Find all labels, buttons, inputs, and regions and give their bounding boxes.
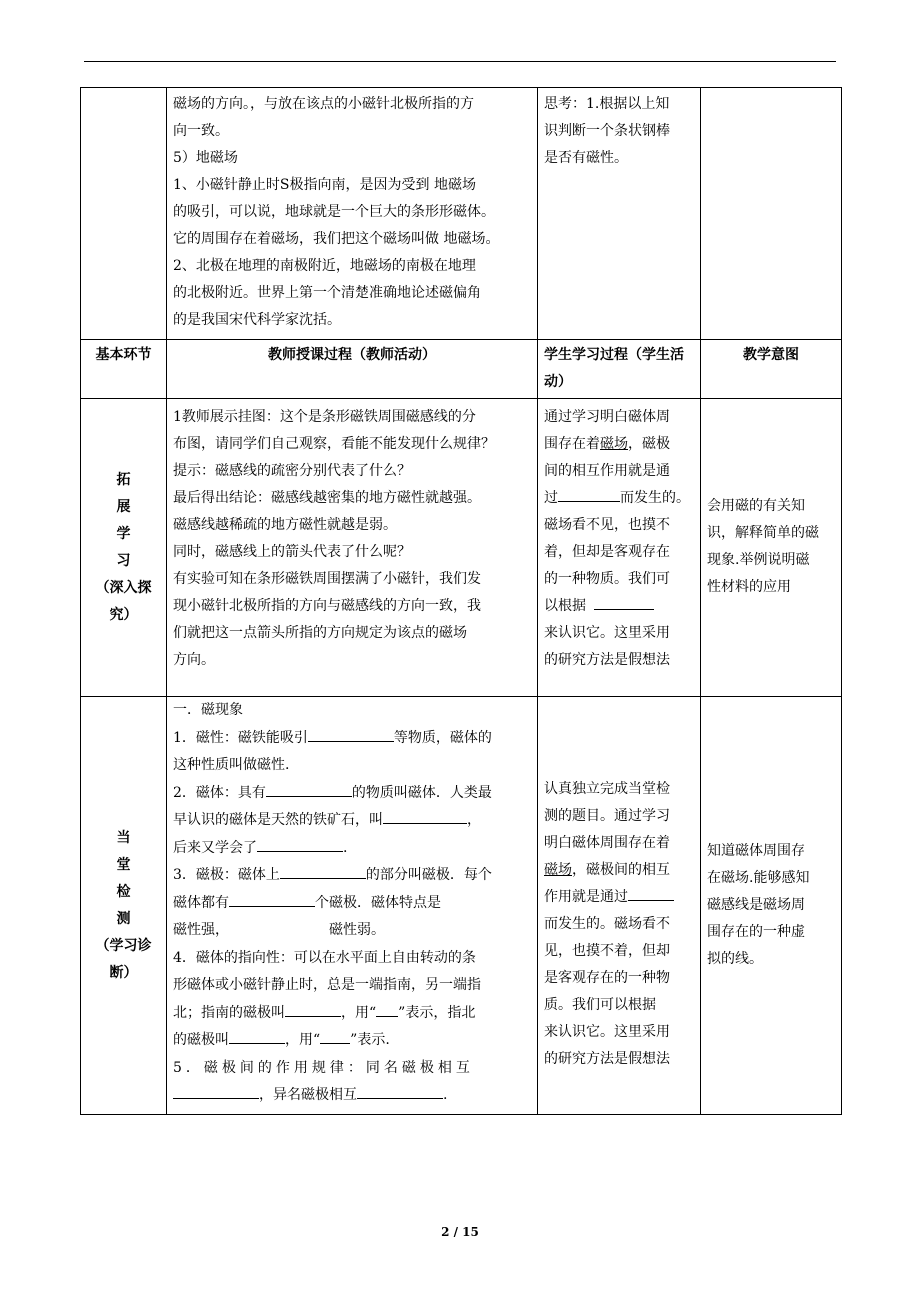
text-line: 的磁极叫 ，用“ ”表示. [173, 1027, 531, 1055]
text-line: 围存在的一种虚 [707, 924, 805, 940]
text-line: 磁体都有 个磁极．磁体特点是 [173, 890, 531, 918]
text-line: 拟的线。 [707, 951, 763, 967]
text-line: 思考：1.根据以上知 [544, 96, 670, 112]
text-line: 北；指南的磁极叫 ，用“ ”表示，指北 [173, 1000, 531, 1028]
fill-blank [257, 835, 343, 852]
fill-blank [628, 884, 674, 901]
stage-check [81, 697, 167, 1115]
fill-blank [383, 807, 467, 824]
text-line: 认真独立完成当堂检 [544, 781, 670, 797]
teacher-cell-expand [167, 399, 538, 697]
text-line: 现小磁针北极所指的方向与磁感线的方向一致，我 [173, 598, 481, 614]
header-intent: 教学意图 [701, 340, 842, 399]
teacher-cell-geomagnetic [167, 88, 538, 340]
text-line: 是否有磁性。 [544, 150, 628, 166]
fill-blank [308, 725, 394, 742]
header-stage: 基本环节 [81, 340, 167, 399]
intent-cell-empty [701, 88, 842, 340]
text-line: 提示：磁感线的疏密分别代表了什么？ [173, 463, 411, 479]
text-line: 来认识它。这里采用 [544, 625, 670, 641]
text-line: 知道磁体周围存 [707, 843, 805, 859]
fill-blank [594, 593, 654, 610]
text-line: 是客观存在的一种物 [544, 970, 670, 986]
header-rule [84, 61, 836, 62]
fill-blank [285, 1000, 341, 1017]
text-line: 磁场，磁极间的相互 [544, 862, 670, 878]
student-cell-expand [538, 399, 701, 697]
text-line: 有实验可知在条形磁铁周围摆满了小磁针，我们发 [173, 571, 481, 587]
stage-char: （学习诊 [95, 937, 152, 954]
stage-char: 拓 [116, 471, 131, 488]
fill-blank [376, 1000, 398, 1017]
intent-cell-check [701, 697, 842, 1115]
stage-char: 习 [116, 552, 131, 569]
teacher-cell-check [167, 697, 538, 1115]
table-row-check [81, 697, 842, 1115]
intent-cell-expand [701, 399, 842, 697]
text-line: 而发生的。磁场看不 [544, 916, 670, 932]
text-line: 向一致。 [173, 123, 229, 139]
answer-underlined: 磁场 [600, 436, 628, 452]
text-line: 在磁场.能够感知 [707, 870, 810, 886]
text-line: 的研究方法是假想法 [544, 1051, 670, 1067]
table-header-row [81, 340, 842, 399]
fill-blank [280, 862, 366, 879]
text-line: 磁感线是磁场周 [707, 897, 805, 913]
text-line: 最后得出结论：磁感线越密集的地方磁性就越强。 [173, 490, 481, 506]
stage-char: 学 [116, 525, 131, 542]
text-line: 来认识它。这里采用 [544, 1024, 670, 1040]
stage-char: 断） [109, 964, 138, 981]
text-line: 这种性质叫做磁性. [173, 757, 290, 773]
lesson-table [80, 87, 842, 1115]
text-line: 识判断一个条状钢棒 [544, 123, 670, 139]
text-line: 一．磁现象 [173, 702, 243, 718]
text-line: 后来又学会了 . [173, 835, 531, 863]
header-teacher: 教师授课过程（教师活动） [167, 340, 538, 399]
text-line: 的一种物质。我们可 [544, 571, 670, 587]
text-line: 5）地磁场 [173, 150, 238, 166]
page-number: 2 / 15 [441, 1225, 479, 1239]
text-line: 早认识的磁体是天然的铁矿石，叫 ， [173, 807, 531, 835]
text-line: 围存在着磁场，磁极 [544, 436, 670, 452]
text-line: 同时，磁感线上的箭头代表了什么呢？ [173, 544, 411, 560]
text-line: 2．磁体：具有 的物质叫磁体．人类最 [173, 780, 531, 808]
text-line: 磁性强， 磁性弱。 [173, 922, 385, 938]
answer-underlined: 磁场 [544, 862, 572, 878]
text-line: 作用就是通过 [544, 884, 694, 911]
stage-char: 当 [116, 829, 131, 846]
text-line: 磁场的方向。，与放在该点的小磁针北极所指的方 [173, 96, 474, 112]
stage-char: （深入探 [95, 579, 152, 596]
text-line: 性材料的应用 [707, 578, 791, 595]
stage-expand [81, 399, 167, 697]
text-line: 1教师展示挂图：这个是条形磁铁周围磁感线的分 [173, 409, 476, 425]
student-cell-think [538, 88, 701, 340]
text-line: 2、北极在地理的南极附近，地磁场的南极在地理 [173, 258, 476, 274]
text-line: 们就把这一点箭头所指的方向规定为该点的磁场 [173, 625, 467, 641]
text-line: 以根据 [544, 593, 694, 620]
stage-char: 究） [109, 606, 138, 623]
fill-blank [229, 1027, 285, 1044]
header-student: 学生学习过程（学生活动） [538, 340, 701, 399]
text-line: 磁场看不见，也摸不 [544, 517, 670, 533]
stage-char: 展 [116, 498, 131, 515]
stage-cell-empty [81, 88, 167, 340]
text-line: 的研究方法是假想法 [544, 652, 670, 668]
text-line: 布图，请同学们自己观察，看能不能发现什么规律？ [173, 436, 495, 452]
text-line: 方向。 [173, 652, 215, 668]
text-line: ，异名磁极相互 . [173, 1082, 531, 1110]
stage-char: 检 [116, 883, 131, 900]
text-line: 4．磁体的指向性：可以在水平面上自由转动的条 [173, 949, 476, 966]
table-row-continuation [81, 88, 842, 340]
text-line: 着，但却是客观存在 [544, 544, 670, 560]
text-line: 的北极附近。世界上第一个清楚准确地论述磁偏角 [173, 285, 481, 301]
fill-blank [173, 1082, 259, 1099]
text-line: 现象.举例说明磁 [707, 551, 810, 568]
text-line: 质。我们可以根据 [544, 997, 656, 1013]
fill-blank [558, 485, 620, 502]
text-line: 识，解释简单的磁 [707, 524, 819, 541]
fill-blank [320, 1027, 350, 1044]
text-line: 测的题目。通过学习 [544, 808, 670, 824]
text-line: 磁感线越稀疏的地方磁性就越是弱。 [173, 517, 397, 533]
text-line: 明白磁体周围存在着 [544, 835, 670, 851]
text-line: 1、小磁针静止时S极指向南，是因为受到 地磁场 [173, 177, 476, 193]
fill-blank [266, 780, 352, 797]
text-line: 会用磁的有关知 [707, 497, 805, 514]
text-line: 5．磁极间的作用规律：同名磁极相互 [173, 1059, 474, 1076]
student-cell-check [538, 697, 701, 1115]
text-line: 通过学习明白磁体周 [544, 409, 670, 425]
text-line: 间的相互作用就是通 [544, 463, 670, 479]
stage-char: 堂 [116, 856, 131, 873]
table-row-expand [81, 399, 842, 697]
text-line: 见，也摸不着，但却 [544, 943, 670, 959]
text-line: 的是我国宋代科学家沈括。 [173, 312, 341, 328]
stage-char: 测 [116, 910, 131, 927]
text-line: 过 而发生的。 [544, 485, 694, 512]
text-line: 1．磁性：磁铁能吸引 等物质，磁体的 [173, 725, 531, 753]
fill-blank [357, 1082, 443, 1099]
text-line: 形磁体或小磁针静止时，总是一端指南，另一端指 [173, 977, 481, 993]
fill-blank [229, 890, 315, 907]
text-line: 它的周围存在着磁场，我们把这个磁场叫做 地磁场。 [173, 231, 500, 247]
text-line: 的吸引，可以说，地球就是一个巨大的条形形磁体。 [173, 204, 495, 220]
text-line: 3．磁极：磁体上 的部分叫磁极．每个 [173, 862, 531, 890]
